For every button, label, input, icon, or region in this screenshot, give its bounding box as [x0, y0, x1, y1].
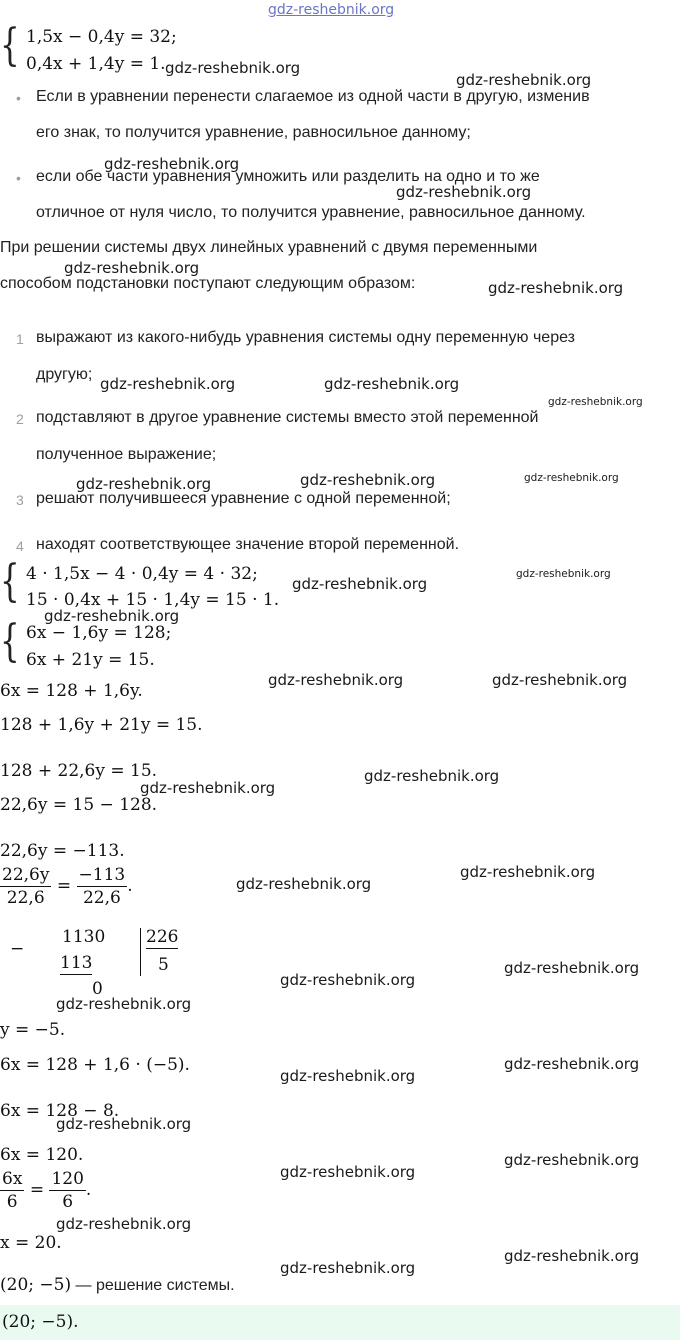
- watermark: gdz-reshebnik.org: [516, 568, 611, 580]
- equation-line: y = −5.: [0, 1020, 66, 1040]
- watermark: gdz-reshebnik.org: [44, 607, 180, 625]
- rule-2-line1: если обе части уравнения умножить или разделить на одно и то же: [36, 168, 540, 185]
- step-3-line1: решают получившееся уравнение с одной переменной;: [36, 490, 451, 507]
- fraction-equation: $\frac{22,6y}{22,6}$ = $\frac{-113}{22,6}$ .: [2, 865, 133, 908]
- watermark[interactable]: gdz-reshebnik.org: [268, 2, 395, 18]
- division-minus: −: [10, 939, 25, 959]
- watermark: gdz-reshebnik.org: [56, 995, 192, 1013]
- watermark: gdz-reshebnik.org: [280, 1259, 416, 1277]
- watermark: gdz-reshebnik.org: [396, 183, 532, 201]
- division-quotient: 5: [158, 955, 169, 975]
- watermark: gdz-reshebnik.org: [460, 863, 596, 881]
- watermark: gdz-reshebnik.org: [280, 1067, 416, 1085]
- conclusion-text: — решение системы.: [71, 1277, 235, 1294]
- step-2-line2: полученное выражение;: [36, 446, 217, 463]
- step-number: 3: [16, 492, 24, 508]
- watermark: gdz-reshebnik.org: [165, 59, 301, 77]
- watermark: gdz-reshebnik.org: [56, 1115, 192, 1133]
- system-brace: {: [0, 616, 20, 667]
- watermark: gdz-reshebnik.org: [504, 1151, 640, 1169]
- system3-eq1: 6x − 1,6y = 128;: [26, 623, 172, 643]
- rule-1-line2: его знак, то получится уравнение, равносильное данному;: [36, 124, 471, 141]
- watermark: gdz-reshebnik.org: [504, 959, 640, 977]
- fraction-right: $\frac{-113}{22,6}$: [78, 865, 126, 908]
- watermark: gdz-reshebnik.org: [548, 396, 643, 408]
- system-brace: {: [0, 20, 20, 71]
- equation-line: 6x = 128 + 1,6 · (−5).: [0, 1055, 190, 1075]
- step-number: 2: [16, 411, 24, 427]
- equation-line: x = 20.: [0, 1233, 62, 1253]
- bullet-icon: •: [16, 170, 21, 186]
- system2-eq2: 15 · 0,4x + 15 · 1,4y = 15 · 1.: [26, 590, 280, 610]
- intro-line1: При решении системы двух линейных уравнений с двумя переменными: [0, 239, 538, 256]
- equation-line: 128 + 22,6y = 15.: [0, 761, 158, 781]
- watermark: gdz-reshebnik.org: [104, 155, 240, 173]
- watermark: gdz-reshebnik.org: [488, 279, 624, 297]
- division-remainder: 0: [92, 979, 103, 999]
- watermark: gdz-reshebnik.org: [64, 259, 200, 277]
- system1-eq2: 0,4x + 1,4y = 1.: [26, 54, 166, 74]
- conclusion: [0, 1274, 235, 1296]
- rule-2-line2: отличное от нуля число, то получится уравнение, равносильное данному.: [36, 204, 586, 221]
- division-divisor: 226: [146, 927, 179, 947]
- system3-eq2: 6x + 21y = 15.: [26, 650, 155, 670]
- watermark: gdz-reshebnik.org: [76, 475, 212, 493]
- division-subtrahend: 113: [60, 953, 93, 973]
- intro-line2: способом подстановки поступают следующим образом:: [0, 275, 416, 292]
- division-dividend: 1130: [62, 927, 106, 947]
- equation-line: 6x = 128 + 1,6y.: [0, 681, 143, 701]
- watermark: gdz-reshebnik.org: [456, 71, 592, 89]
- solution-pair: (20; −5): [0, 1275, 72, 1295]
- watermark: gdz-reshebnik.org: [280, 1163, 416, 1181]
- equation-line: 128 + 1,6y + 21y = 15.: [0, 715, 203, 735]
- fraction-equation: $\frac{6x}{6}$ = $\frac{120}{6}$ .: [2, 1169, 92, 1212]
- step-1-line1: выражают из какого-нибудь уравнения системы одну переменную через: [36, 329, 575, 346]
- step-number: 4: [16, 538, 24, 554]
- watermark: gdz-reshebnik.org: [140, 779, 276, 797]
- equation-line: 6x = 120.: [0, 1145, 84, 1165]
- answer-value: (20; −5).: [2, 1312, 79, 1332]
- division-bar: [140, 928, 141, 976]
- equation-line: 22,6y = 15 − 128.: [0, 795, 158, 815]
- step-1-line2: другую;: [36, 366, 93, 383]
- watermark: gdz-reshebnik.org: [56, 1215, 192, 1233]
- fraction-right: $\frac{120}{6}$: [51, 1169, 84, 1212]
- watermark: gdz-reshebnik.org: [524, 472, 619, 484]
- watermark: gdz-reshebnik.org: [504, 1247, 640, 1265]
- watermark: gdz-reshebnik.org: [504, 1055, 640, 1073]
- system2-eq1: 4 · 1,5x − 4 · 0,4y = 4 · 32;: [26, 564, 258, 584]
- system1-eq1: 1,5x − 0,4y = 32;: [26, 27, 177, 47]
- answer-box: [0, 1305, 680, 1340]
- equation-line: 22,6y = −113.: [0, 841, 125, 861]
- fraction-left: $\frac{6x}{6}$: [2, 1169, 23, 1212]
- watermark: gdz-reshebnik.org: [492, 671, 628, 689]
- bullet-icon: •: [16, 90, 21, 106]
- watermark: gdz-reshebnik.org: [268, 671, 404, 689]
- watermark: gdz-reshebnik.org: [300, 471, 436, 489]
- system-brace: {: [0, 556, 20, 607]
- equation-line: 6x = 128 − 8.: [0, 1101, 120, 1121]
- watermark: gdz-reshebnik.org: [364, 767, 500, 785]
- step-2-line1: подставляют в другое уравнение системы вместо этой переменной: [36, 409, 539, 426]
- watermark: gdz-reshebnik.org: [100, 375, 236, 393]
- watermark: gdz-reshebnik.org: [236, 875, 372, 893]
- fraction-left: $\frac{22,6y}{22,6}$: [2, 865, 50, 908]
- watermark: gdz-reshebnik.org: [280, 971, 416, 989]
- watermark: gdz-reshebnik.org: [292, 575, 428, 593]
- step-number: 1: [16, 331, 24, 347]
- watermark: gdz-reshebnik.org: [324, 375, 460, 393]
- step-4-line1: находят соответствующее значение второй переменной.: [36, 536, 460, 553]
- rule-1-line1: Если в уравнении перенести слагаемое из одной части в другую, изменив: [36, 88, 590, 105]
